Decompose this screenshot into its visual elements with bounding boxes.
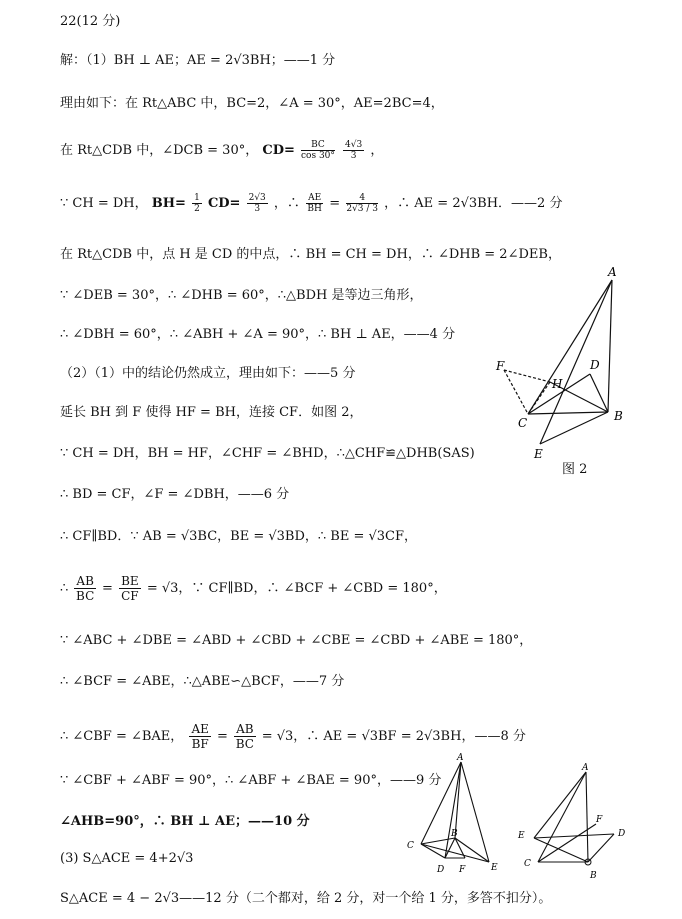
fraction-numerator: BE bbox=[121, 574, 139, 588]
label-e: E bbox=[518, 831, 525, 841]
label-e: E bbox=[534, 447, 543, 461]
label-d: D bbox=[590, 358, 600, 372]
label-h: H bbox=[552, 377, 563, 391]
line-13-so: ∴ bbox=[60, 581, 69, 596]
fraction-4-over bbox=[346, 193, 378, 214]
figure-3-diagram bbox=[395, 752, 505, 882]
line-16-eq: = bbox=[217, 729, 228, 744]
figure-4-diagram bbox=[510, 758, 640, 888]
line-11: ∴ BD = CF，∠F = ∠DBH，——6 分 bbox=[60, 487, 290, 502]
line-16 bbox=[60, 722, 526, 751]
line-18: ∠AHB=90°，∴ BH ⊥ AE；——10 分 bbox=[60, 814, 310, 829]
fraction-4root3-3 bbox=[343, 140, 364, 161]
fraction-denominator: BH bbox=[307, 204, 322, 214]
line-13-end: = √3，∵ CF∥BD，∴ ∠BCF + ∠CBD = 180°， bbox=[146, 581, 447, 596]
line-4-so: ，∴ bbox=[273, 196, 300, 211]
fraction-numerator: 4√3 bbox=[345, 140, 363, 150]
fraction-ae-bh bbox=[306, 193, 323, 214]
label-b: B bbox=[451, 829, 458, 839]
label-e: E bbox=[491, 863, 498, 873]
fraction-numerator: AE bbox=[191, 722, 209, 736]
figure-2 bbox=[490, 262, 630, 477]
fraction-numerator: 1 bbox=[194, 193, 200, 203]
figure-3 bbox=[395, 752, 505, 882]
line-4-end: ，∴ AE = 2√3BH．——2 分 bbox=[384, 196, 563, 211]
fraction-denominator: BF bbox=[191, 737, 209, 751]
label-a: A bbox=[582, 763, 589, 773]
label-d: D bbox=[437, 865, 445, 875]
label-c: C bbox=[407, 841, 414, 851]
line-8: （2）（1）中的结论仍然成立，理由如下：——5 分 bbox=[60, 366, 356, 381]
line-5: 在 Rt△CDB 中，点 H 是 CD 的中点，∴ BH = CH = DH，∴ ∠DHB = 2∠DEB， bbox=[60, 247, 561, 262]
line-6: ∵ ∠DEB = 30°，∴ ∠DHB = 60°，∴△BDH 是等边三角形， bbox=[60, 288, 423, 303]
figure-2-diagram bbox=[490, 262, 630, 477]
line-3 bbox=[60, 140, 383, 161]
line-3-end: ， bbox=[370, 143, 384, 158]
line-16-start: ∴ ∠CBF = ∠BAE， bbox=[60, 729, 184, 744]
line-16-end: = √3，∴ AE = √3BF = 2√3BH，——8 分 bbox=[261, 729, 526, 744]
line-14: ∵ ∠ABC + ∠DBE = ∠ABD + ∠CBD + ∠CBE = ∠CBD + ∠ABE = 180°， bbox=[60, 633, 533, 648]
line-15: ∴ ∠BCF = ∠ABE，∴△ABE∽△BCF，——7 分 bbox=[60, 674, 345, 689]
fraction-half bbox=[192, 193, 202, 214]
line-1: 解：（1）BH ⊥ AE；AE = 2√3BH；——1 分 bbox=[60, 53, 336, 68]
line-2: 理由如下：在 Rt△ABC 中，BC=2，∠A = 30°，AE=2BC=4， bbox=[60, 96, 444, 111]
fraction-2root3-3 bbox=[247, 193, 268, 214]
fraction-denominator: BC bbox=[76, 589, 95, 603]
line-19: (3) S△ACE = 4+2√3 bbox=[60, 851, 194, 866]
line-17: ∵ ∠CBF + ∠ABF = 90°，∴ ∠ABF + ∠BAE = 90°，——9 分 bbox=[60, 773, 442, 788]
label-f: F bbox=[596, 815, 603, 825]
fraction-numerator: AE bbox=[308, 193, 322, 203]
fraction-ab-bc-2 bbox=[234, 722, 255, 751]
label-b: B bbox=[614, 409, 623, 423]
fraction-numerator: 4 bbox=[346, 193, 378, 204]
line-13 bbox=[60, 574, 447, 603]
label-d: D bbox=[618, 829, 626, 839]
fraction-denominator: CF bbox=[121, 589, 139, 603]
line-7: ∴ ∠DBH = 60°，∴ ∠ABH + ∠A = 90°，∴ BH ⊥ AE，——4 分 bbox=[60, 327, 456, 342]
line-10: ∵ CH = DH，BH = HF，∠CHF = ∠BHD，∴△CHF≌△DHB(SAS) bbox=[60, 446, 475, 461]
fraction-denominator: 2√3 / 3 bbox=[346, 204, 379, 214]
label-f: F bbox=[496, 359, 505, 373]
line-4-cond: ∵ CH = DH， bbox=[60, 196, 148, 211]
line-3-cd: CD= bbox=[262, 143, 295, 158]
fraction-denominator: BC bbox=[235, 737, 254, 751]
label-b: B bbox=[590, 871, 597, 881]
line-3-text: 在 Rt△CDB 中，∠DCB = 30°， bbox=[60, 143, 259, 158]
line-4: ∵ CH = DH， BH= $\frac{1}{2}$ CD= $\frac{2√3}{3}$ ，∴ $\frac{AE}{BH}$ = $\frac{4}{2√3 / 3}$ ，∴ AE = 2√3BH．——2 分 bbox=[60, 193, 563, 214]
line-9: 延长 BH 到 F 使得 HF = BH，连接 CF．如图 2， bbox=[60, 405, 363, 420]
fraction-denominator: 2 bbox=[194, 204, 200, 214]
line-4-cd: CD= bbox=[207, 196, 241, 211]
fraction-be-cf bbox=[119, 574, 141, 603]
label-a: A bbox=[608, 265, 617, 279]
fraction-bc-cos30 bbox=[301, 140, 335, 161]
fraction-numerator: AB bbox=[236, 722, 254, 736]
figure-2-caption: 图 2 bbox=[562, 462, 588, 477]
fraction-ae-bf bbox=[189, 722, 210, 751]
line-12: ∴ CF∥BD．∵ AB = √3BC，BE = √3BD，∴ BE = √3CF， bbox=[60, 529, 418, 544]
fraction-numerator: 2√3 bbox=[248, 193, 266, 203]
problem-header: 22(12 分) bbox=[60, 14, 121, 29]
fraction-denominator: cos 30° bbox=[301, 151, 335, 161]
label-c: C bbox=[518, 416, 528, 430]
fraction-ab-bc bbox=[74, 574, 95, 603]
line-20: S△ACE = 4 − 2√3——12 分（二个都对，给 2 分，对一个给 1 分，多答不扣分）。 bbox=[60, 891, 552, 906]
label-c: C bbox=[524, 859, 531, 869]
fraction-denominator: 3 bbox=[350, 151, 357, 161]
fraction-denominator: 3 bbox=[254, 204, 261, 214]
figure-4 bbox=[510, 758, 640, 888]
label-a: A bbox=[457, 753, 464, 763]
line-13-eq: = bbox=[102, 581, 113, 596]
line-4-bh: BH= bbox=[151, 196, 186, 211]
fraction-numerator: BC bbox=[301, 140, 335, 151]
fraction-numerator: AB bbox=[76, 574, 94, 588]
label-f: F bbox=[459, 865, 466, 875]
